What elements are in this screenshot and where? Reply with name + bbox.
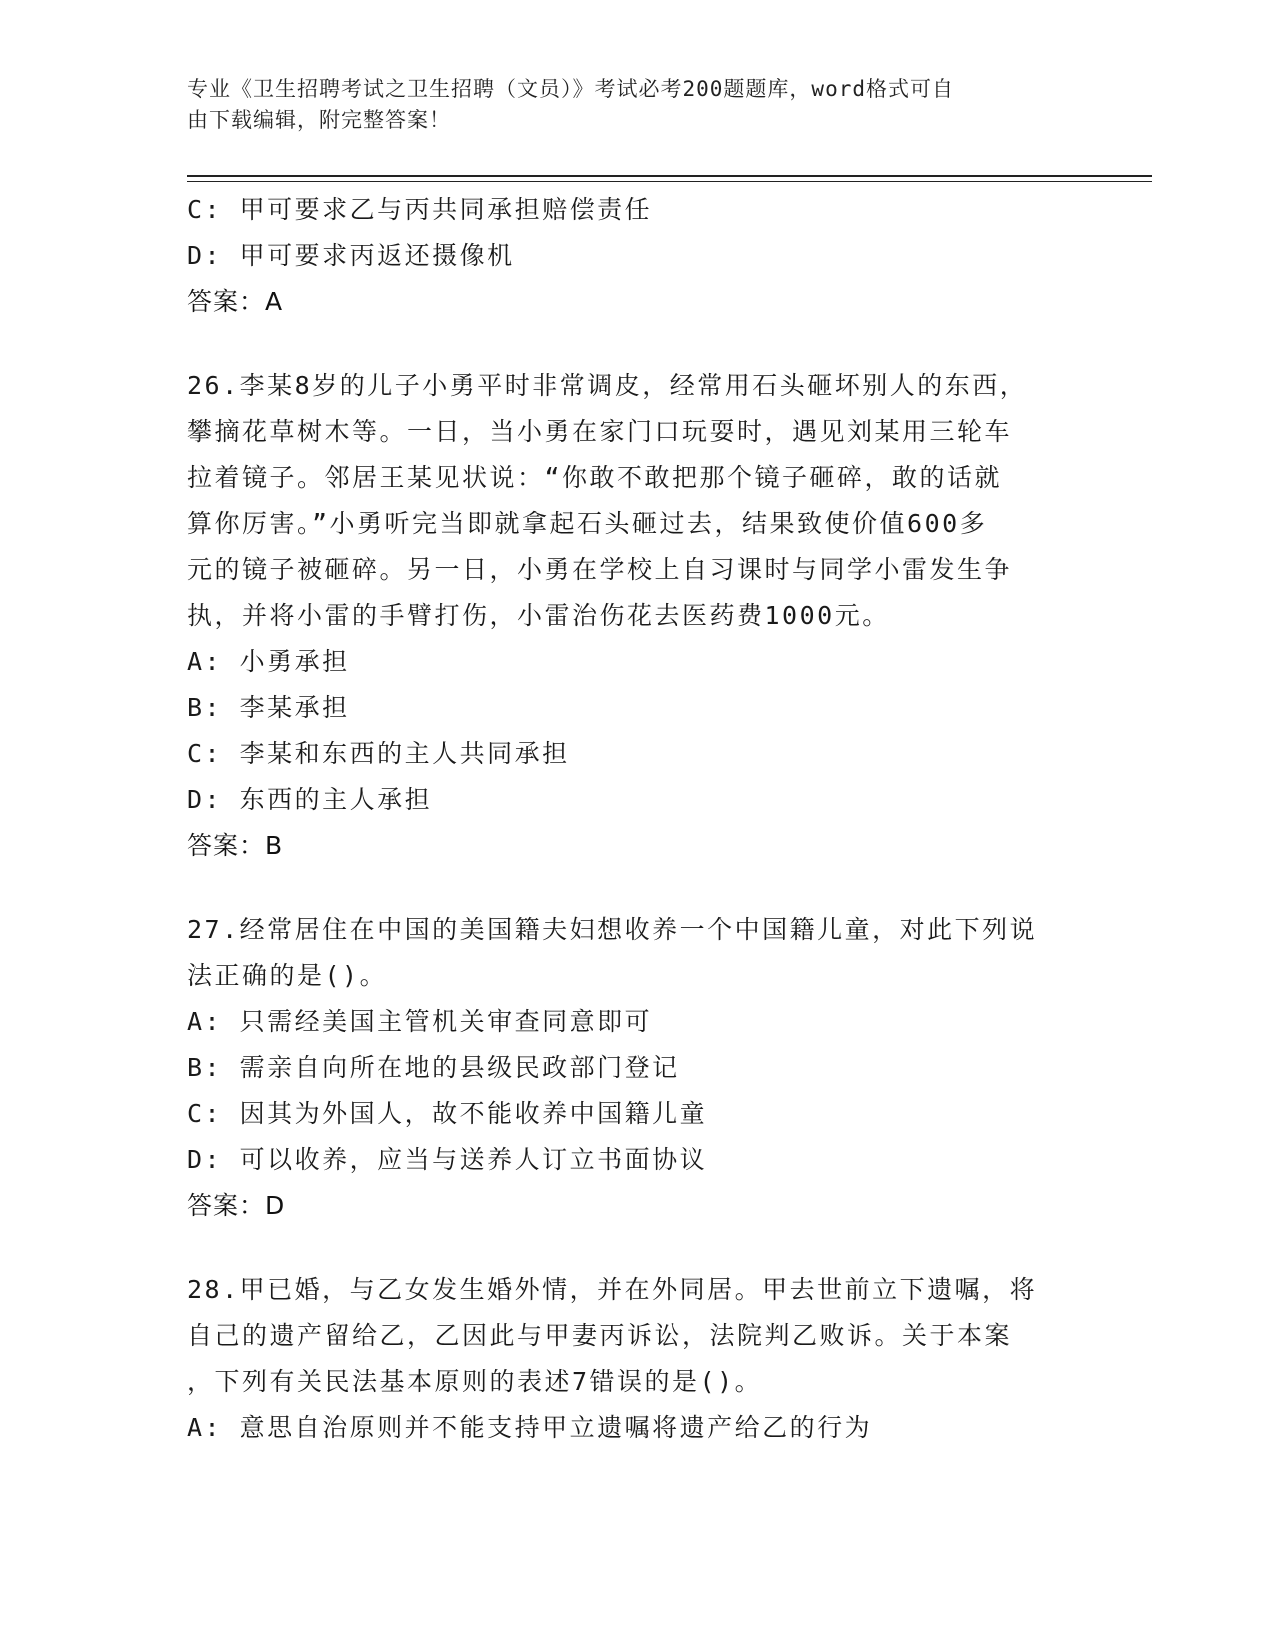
question-26 <box>187 363 1077 869</box>
answer-line: 答案：A <box>187 287 284 316</box>
question-stem-line: 法正确的是()。 <box>187 961 388 990</box>
question-stem-line: 27.经常居住在中国的美国籍夫妇想收养一个中国籍儿童，对此下列说 <box>187 915 1038 944</box>
option-b: B: 需亲自向所在地的县级民政部门登记 <box>187 1053 680 1082</box>
question-stem-line: 执，并将小雷的手臂打伤，小雷治伤花去医药费1000元。 <box>187 601 890 630</box>
document-body <box>187 187 1077 1451</box>
header-divider-thick <box>187 175 1152 177</box>
option-c: C: 因其为外国人，故不能收养中国籍儿童 <box>187 1099 708 1128</box>
header-line-2: 由下载编辑，附完整答案！ <box>187 108 451 132</box>
option-a: A: 只需经美国主管机关审查同意即可 <box>187 1007 653 1036</box>
spacer <box>187 325 1077 363</box>
question-stem-line: 算你厉害。”小勇听完当即就拿起石头砸过去，结果致使价值600多 <box>187 509 988 538</box>
header-divider-thin <box>187 181 1152 182</box>
question-stem-line: 28.甲已婚，与乙女发生婚外情，并在外同居。甲去世前立下遗嘱，将 <box>187 1275 1038 1304</box>
question-stem-line: 自己的遗产留给乙，乙因此与甲妻丙诉讼，法院判乙败诉。关于本案 <box>187 1321 1013 1350</box>
answer-line: 答案：D <box>187 1191 286 1220</box>
document-header <box>187 74 1067 136</box>
option-b: B: 李某承担 <box>187 693 350 722</box>
option-a: A: 小勇承担 <box>187 647 350 676</box>
question-25-continuation <box>187 187 1077 325</box>
option-c: C: 李某和东西的主人共同承担 <box>187 739 570 768</box>
option-d: D: 东西的主人承担 <box>187 785 433 814</box>
option-c: C: 甲可要求乙与丙共同承担赔偿责任 <box>187 195 653 224</box>
question-stem-line: 26.李某8岁的儿子小勇平时非常调皮，经常用石头砸坏别人的东西， <box>187 371 1028 400</box>
question-27 <box>187 907 1077 1229</box>
spacer <box>187 1229 1077 1267</box>
header-line-1: 专业《卫生招聘考试之卫生招聘（文员）》考试必考200题题库，word格式可自 <box>187 77 954 101</box>
option-d: D: 甲可要求丙返还摄像机 <box>187 241 515 270</box>
answer-line: 答案：B <box>187 831 284 860</box>
option-a: A: 意思自治原则并不能支持甲立遗嘱将遗产给乙的行为 <box>187 1413 873 1442</box>
spacer <box>187 869 1077 907</box>
question-stem-line: 攀摘花草树木等。一日，当小勇在家门口玩耍时，遇见刘某用三轮车 <box>187 417 1013 446</box>
question-28 <box>187 1267 1077 1451</box>
question-stem-line: ，下列有关民法基本原则的表述7错误的是()。 <box>187 1367 763 1396</box>
question-stem-line: 元的镜子被砸碎。另一日，小勇在学校上自习课时与同学小雷发生争 <box>187 555 1013 584</box>
option-d: D: 可以收养，应当与送养人订立书面协议 <box>187 1145 708 1174</box>
question-stem-line: 拉着镜子。邻居王某见状说：“你敢不敢把那个镜子砸碎，敢的话就 <box>187 463 1003 492</box>
